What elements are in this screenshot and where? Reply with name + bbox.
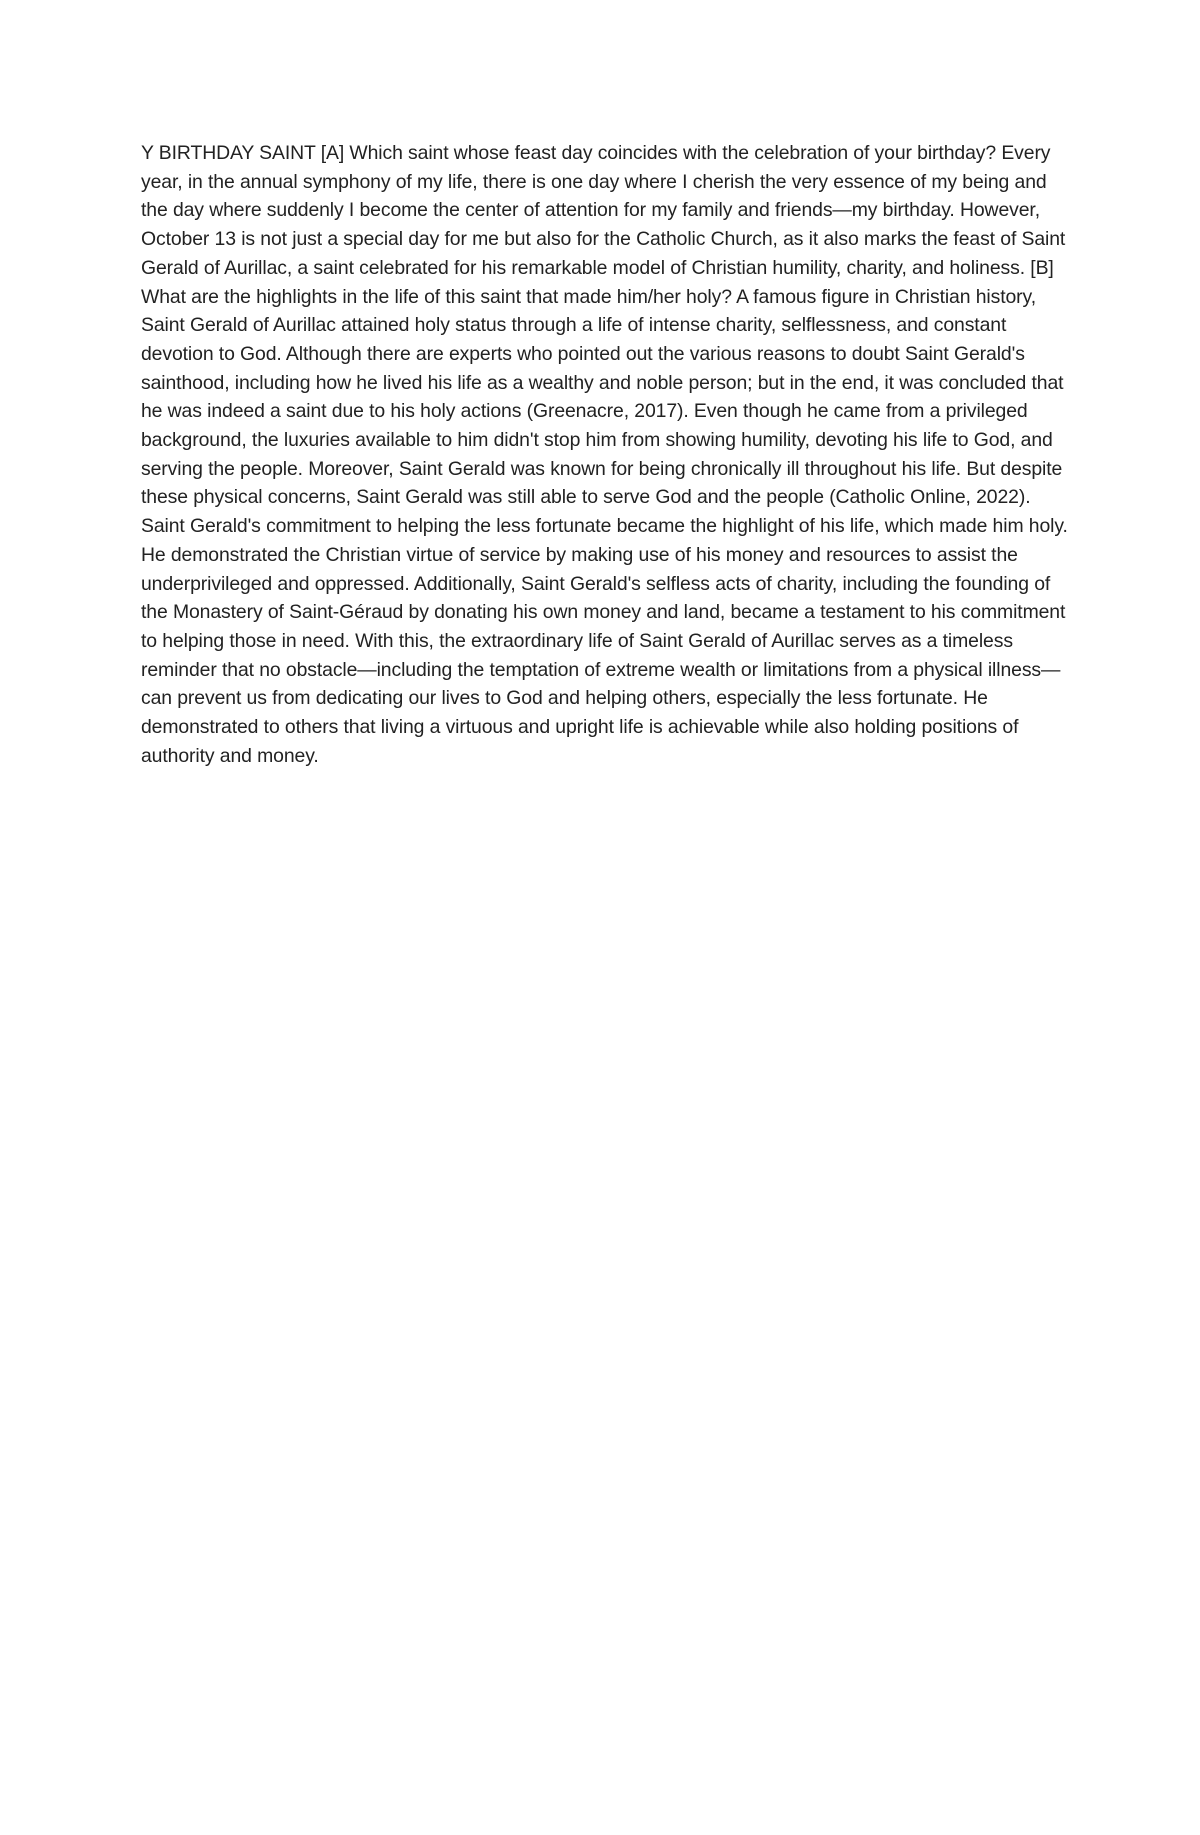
document-body-text: Y BIRTHDAY SAINT [A] Which saint whose feast day coincides with the celebration of your birthday? Every year, in the annual symphony of my life, there is one day where I cherish the very essence of my being and the day where suddenly I become the center of attention for my family and friends—my birthday. However, October 13 is not just a special day for me but also for the Catholic Church, as it also marks the feast of Saint Gerald of Aurillac, a saint celebrated for his remarkable model of Christian humility, charity, and holiness. [B] What are the highlights in the life of this saint that made him/her holy? A famous figure in Christian history, Saint Gerald of Aurillac attained holy status through a life of intense charity, selflessness, and constant devotion to God. Although there are experts who pointed out the various reasons to doubt Saint Gerald's sainthood, including how he lived his life as a wealthy and noble person; but in the end, it was concluded that he was indeed a saint due to his holy actions (Greenacre, 2017). Even though he came from a privileged background, the luxuries available to him didn't stop him from showing humility, devoting his life to God, and serving the people. Moreover, Saint Gerald was known for being chronically ill throughout his life. But despite these physical concerns, Saint Gerald was still able to serve God and the people (Catholic Online, 2022). Saint Gerald's commitment to helping the less fortunate became the highlight of his life, which made him holy. He demonstrated the Christian virtue of service by making use of his money and resources to assist the underprivileged and oppressed. Additionally, Saint Gerald's selfless acts of charity, including the founding of the Monastery of Saint-Géraud by donating his own money and land, became a testament to his commitment to helping those in need. With this, the extraordinary life of Saint Gerald of Aurillac serves as a timeless reminder that no obstacle—including the temptation of extreme wealth or limitations from a physical illness—can prevent us from dedicating our lives to God and helping others, especially the less fortunate. He demonstrated to others that living a virtuous and upright life is achievable while also holding positions of authority and money. [141,142,1068,767]
